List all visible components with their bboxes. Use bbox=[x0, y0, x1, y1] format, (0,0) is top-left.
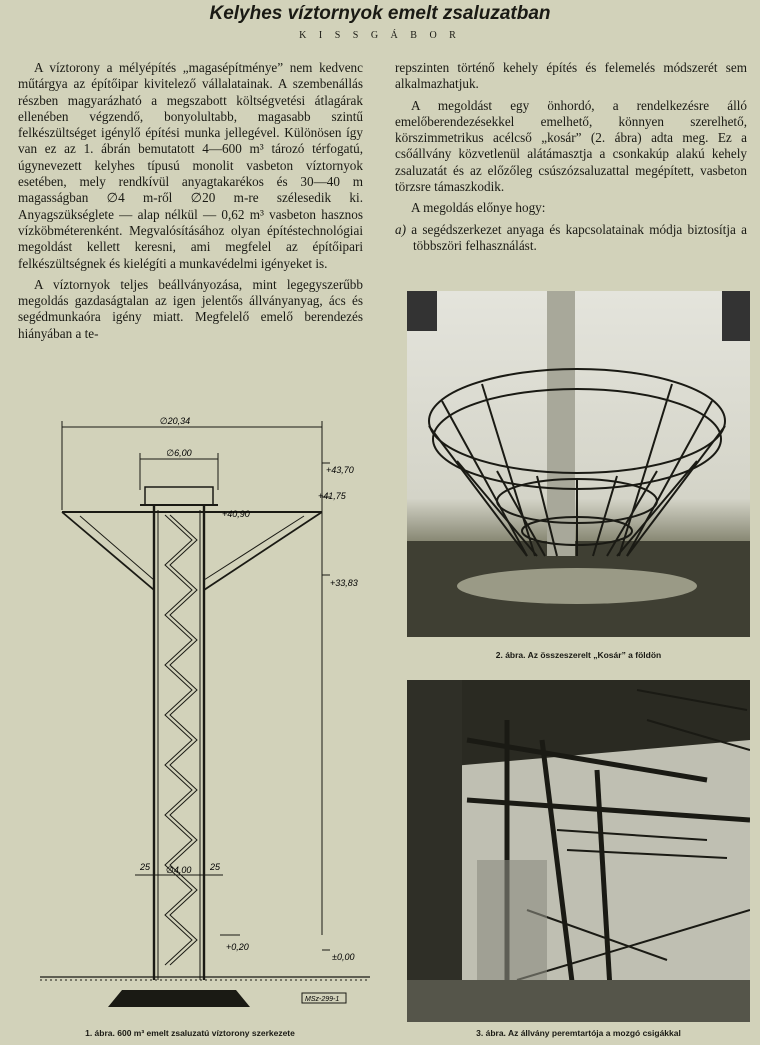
dim-inner-diameter: ∅6,00 bbox=[166, 448, 192, 458]
stairs bbox=[165, 515, 192, 965]
figure3-photo bbox=[407, 680, 750, 1022]
paragraph: A megoldást egy önhordó, a rendelkezésre álló emelőberendezésekkel emelhető, könnyen szerelhető, körszimmetrikus acélcső „kosár” (2. ábra) adta meg. Ez a csőállvány közvetlenül alátámasztja a csonkakúp alakú kehely zsaluzatát és az előzőleg csúszózsaluzattal megépített, vasbeton törzsre támaszkodik. bbox=[395, 97, 747, 195]
right-column bbox=[395, 60, 747, 259]
figure1-caption: 1. ábra. 600 m³ emelt zsaluzatú víztorony szerkezete bbox=[85, 1028, 295, 1038]
author-name: K I S S G Á B O R bbox=[299, 30, 461, 41]
elevation-label: +41,75 bbox=[318, 491, 346, 501]
paragraph: repszinten történő kehely építés és felemelés módszerét sem alkalmazhatjuk. bbox=[395, 60, 747, 92]
elevation-label: +43,70 bbox=[326, 465, 354, 475]
figure3-caption: 3. ábra. Az állvány peremtartója a mozgó csigákkal bbox=[476, 1028, 681, 1038]
standard-stamp: MSz-299-1 bbox=[305, 996, 340, 1003]
article-title: Kelyhes víztornyok emelt zsaluzatban bbox=[209, 3, 551, 24]
figure2-caption: 2. ábra. Az összeszerelt „Kosár” a földön bbox=[495, 650, 662, 660]
paragraph: A víztorony a mélyépítés „magasépítménye” nem kedvenc műtárgya az építőipar kivitelező vállalatainak. A szembenállás részben magyarázható a megszabott költségvetési átlagárak ellenében végzendő, bonyolultabb, magasabb szintű felkészültséget igénylő építési munka jellegével. Különösen így van ez az 1. ábrán bemutatott 4—600 m³ tározó térfogatú, úgynevezett kelyhes típusú monolit vasbeton víztornyok esetében, mely rendkívül anyagtakarékos és 30—40 m magasságban ∅4 m-ről ∅20 m-re szélesedik ki. Anyagszükséglete — alap nélkül — 0,62 m³ vasbeton hasznos vízköbméterenként. Megvalósításához olyan építéstechnológiai megoldást kellett keresni, ami megfelel az építőipari felkészültségnek és kielégíti a munkavédelmi igényeket is. bbox=[18, 60, 363, 271]
paragraph: A megoldás előnye hogy: bbox=[411, 200, 546, 216]
paragraph: A víztornyok teljes beállványozása, mint legegyszerűbb megoldás gazdaságtalan az igen jelentős állványanyag, ács és segédmunkaóra igény miatt. Megfelelő emelő berendezés hiányában a te- bbox=[18, 276, 363, 341]
dim-wall-left: 25 bbox=[140, 862, 151, 872]
elevation-label: +40,90 bbox=[222, 509, 250, 519]
dim-top-diameter: ∅20,34 bbox=[159, 416, 191, 426]
elevation-label: +0,20 bbox=[226, 942, 249, 952]
left-column bbox=[18, 60, 363, 347]
dim-wall-right: 25 bbox=[210, 862, 221, 872]
list-item bbox=[395, 222, 747, 255]
list-marker: a) bbox=[395, 221, 406, 237]
dim-shaft-diameter: ∅4,00 bbox=[166, 865, 192, 875]
elevation-label: +33,83 bbox=[330, 578, 358, 588]
elevation-label: ±0,00 bbox=[332, 952, 355, 962]
figure2-photo bbox=[407, 291, 750, 637]
tower-drawing bbox=[40, 415, 370, 1020]
list-item-text: a segédszerkezet anyaga és kapcsolatainak módja biztosítja a többszöri felhasználást. bbox=[411, 221, 747, 253]
